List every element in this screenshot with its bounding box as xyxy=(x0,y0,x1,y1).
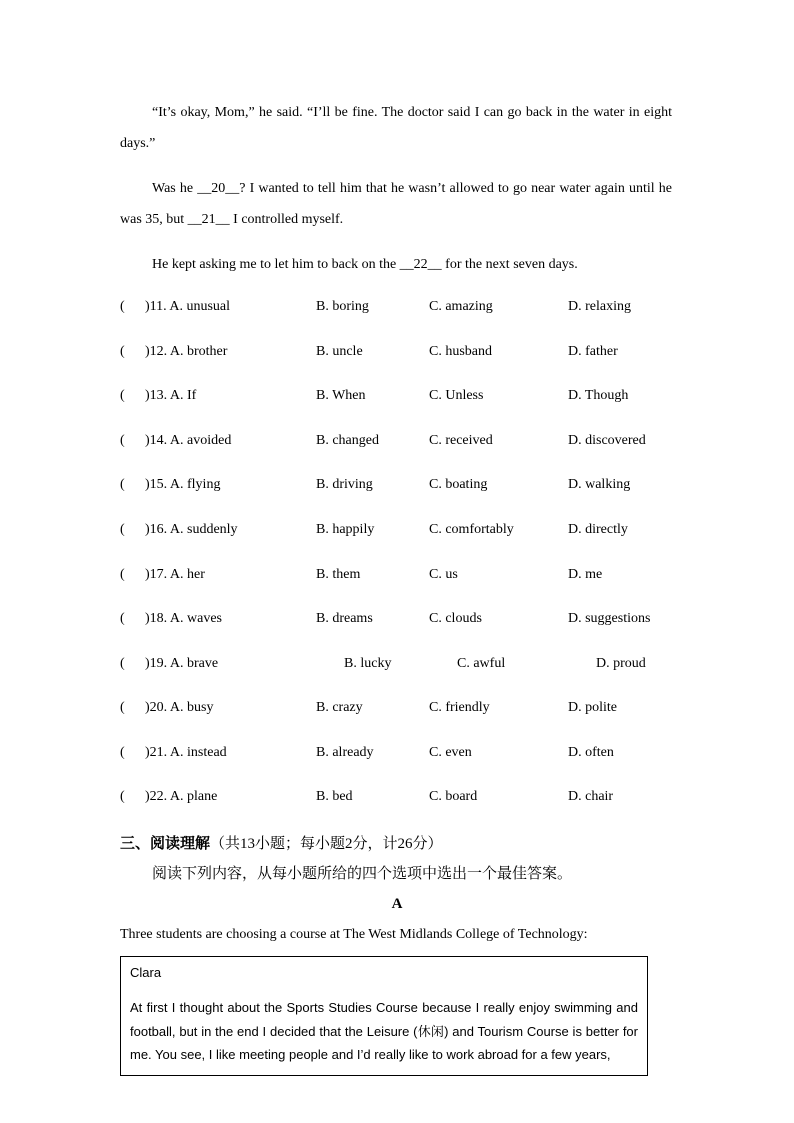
answer-blank: ( xyxy=(120,522,125,537)
answer-blank: ( xyxy=(120,433,125,448)
passage-paragraph-3: He kept asking me to let him to back on the __22__ for the next seven days. xyxy=(152,257,578,272)
answer-blank: ( xyxy=(120,567,125,582)
option-c: C. received xyxy=(429,433,493,448)
option-b: B. boring xyxy=(316,299,369,314)
answer-blank: ( xyxy=(120,299,125,314)
option-d: D. often xyxy=(568,745,614,760)
question-number-option-a: )17. A. her xyxy=(145,567,205,582)
section-title xyxy=(120,832,443,853)
option-c: C. us xyxy=(429,567,458,582)
part-intro: Three students are choosing a course at The West Midlands College of Technology: xyxy=(120,927,588,942)
question-number-option-a: )20. A. busy xyxy=(145,700,214,715)
question-row xyxy=(120,611,680,631)
question-row xyxy=(120,388,680,408)
question-number-option-a: )14. A. avoided xyxy=(145,433,232,448)
option-c: C. even xyxy=(429,745,472,760)
option-c: C. Unless xyxy=(429,388,484,403)
answer-blank: ( xyxy=(120,388,125,403)
option-d: D. directly xyxy=(568,522,628,537)
question-row xyxy=(120,522,680,542)
question-row xyxy=(120,745,680,765)
question-row xyxy=(120,700,680,720)
option-c: C. clouds xyxy=(429,611,482,626)
option-c: C. husband xyxy=(429,344,492,359)
option-d: D. me xyxy=(568,567,603,582)
passage-paragraph-1: “It’s okay, Mom,” he said. “I’ll be fine. The doctor said I can go back in the water in eight days.” xyxy=(120,105,672,151)
question-row xyxy=(120,789,680,809)
option-c: C. awful xyxy=(457,656,506,671)
option-c: C. amazing xyxy=(429,299,493,314)
section-instruction: 阅读下列内容，从每小题所给的四个选项中选出一个最佳答案。 xyxy=(152,864,573,882)
answer-blank: ( xyxy=(120,611,125,626)
question-number-option-a: )12. A. brother xyxy=(145,344,228,359)
option-b: B. driving xyxy=(316,477,373,492)
answer-blank: ( xyxy=(120,477,125,492)
question-row xyxy=(120,344,680,364)
section-title-rest: （共13小题；每小题2分，计26分） xyxy=(210,836,443,852)
answer-blank: ( xyxy=(120,700,125,715)
question-number-option-a: )16. A. suddenly xyxy=(145,522,238,537)
option-b: B. them xyxy=(316,567,361,582)
option-d: D. polite xyxy=(568,700,617,715)
question-number-option-a: )22. A. plane xyxy=(145,789,218,804)
option-b: B. dreams xyxy=(316,611,373,626)
option-c: C. board xyxy=(429,789,478,804)
option-b: B. changed xyxy=(316,433,379,448)
option-b: B. uncle xyxy=(316,344,363,359)
option-d: D. walking xyxy=(568,477,631,492)
option-d: D. suggestions xyxy=(568,611,651,626)
question-row xyxy=(120,433,680,453)
question-row xyxy=(120,656,680,676)
question-number-option-a: )15. A. flying xyxy=(145,477,221,492)
option-b: B. happily xyxy=(316,522,375,537)
student-name: Clara xyxy=(130,965,162,980)
option-b: B. already xyxy=(316,745,374,760)
option-d: D. proud xyxy=(596,656,646,671)
question-number-option-a: )19. A. brave xyxy=(145,656,219,671)
option-b: B. When xyxy=(316,388,366,403)
question-row xyxy=(120,299,680,319)
option-d: D. relaxing xyxy=(568,299,631,314)
answer-blank: ( xyxy=(120,656,125,671)
answer-blank: ( xyxy=(120,789,125,804)
option-c: C. boating xyxy=(429,477,488,492)
option-d: D. Though xyxy=(568,388,629,403)
passage-paragraph-2: Was he __20__? I wanted to tell him that he wasn’t allowed to go near water again until he was 35, but __21__ I controlled myself. xyxy=(120,181,672,227)
option-d: D. discovered xyxy=(568,433,646,448)
option-c: C. comfortably xyxy=(429,522,514,537)
student-text: At first I thought about the Sports Studies Course because I really enjoy swimming and football, but in the end I decided that the Leisure (休闲) and Tourism Course is better for me. You see, I like meeting people and I’d really like to work abroad for a few years, xyxy=(130,1000,638,1062)
question-row xyxy=(120,477,680,497)
part-label: A xyxy=(391,896,403,912)
question-row xyxy=(120,567,680,587)
option-b: B. bed xyxy=(316,789,353,804)
student-box-clara xyxy=(120,956,648,1076)
question-number-option-a: )13. A. If xyxy=(145,388,197,403)
question-number-option-a: )18. A. waves xyxy=(145,611,222,626)
answer-blank: ( xyxy=(120,344,125,359)
option-d: D. father xyxy=(568,344,618,359)
option-c: C. friendly xyxy=(429,700,490,715)
question-number-option-a: )11. A. unusual xyxy=(145,299,231,314)
option-d: D. chair xyxy=(568,789,614,804)
option-b: B. lucky xyxy=(344,656,392,671)
question-number-option-a: )21. A. instead xyxy=(145,745,227,760)
section-title-bold: 三、阅读理解 xyxy=(120,834,211,852)
option-b: B. crazy xyxy=(316,700,363,715)
answer-blank: ( xyxy=(120,745,125,760)
